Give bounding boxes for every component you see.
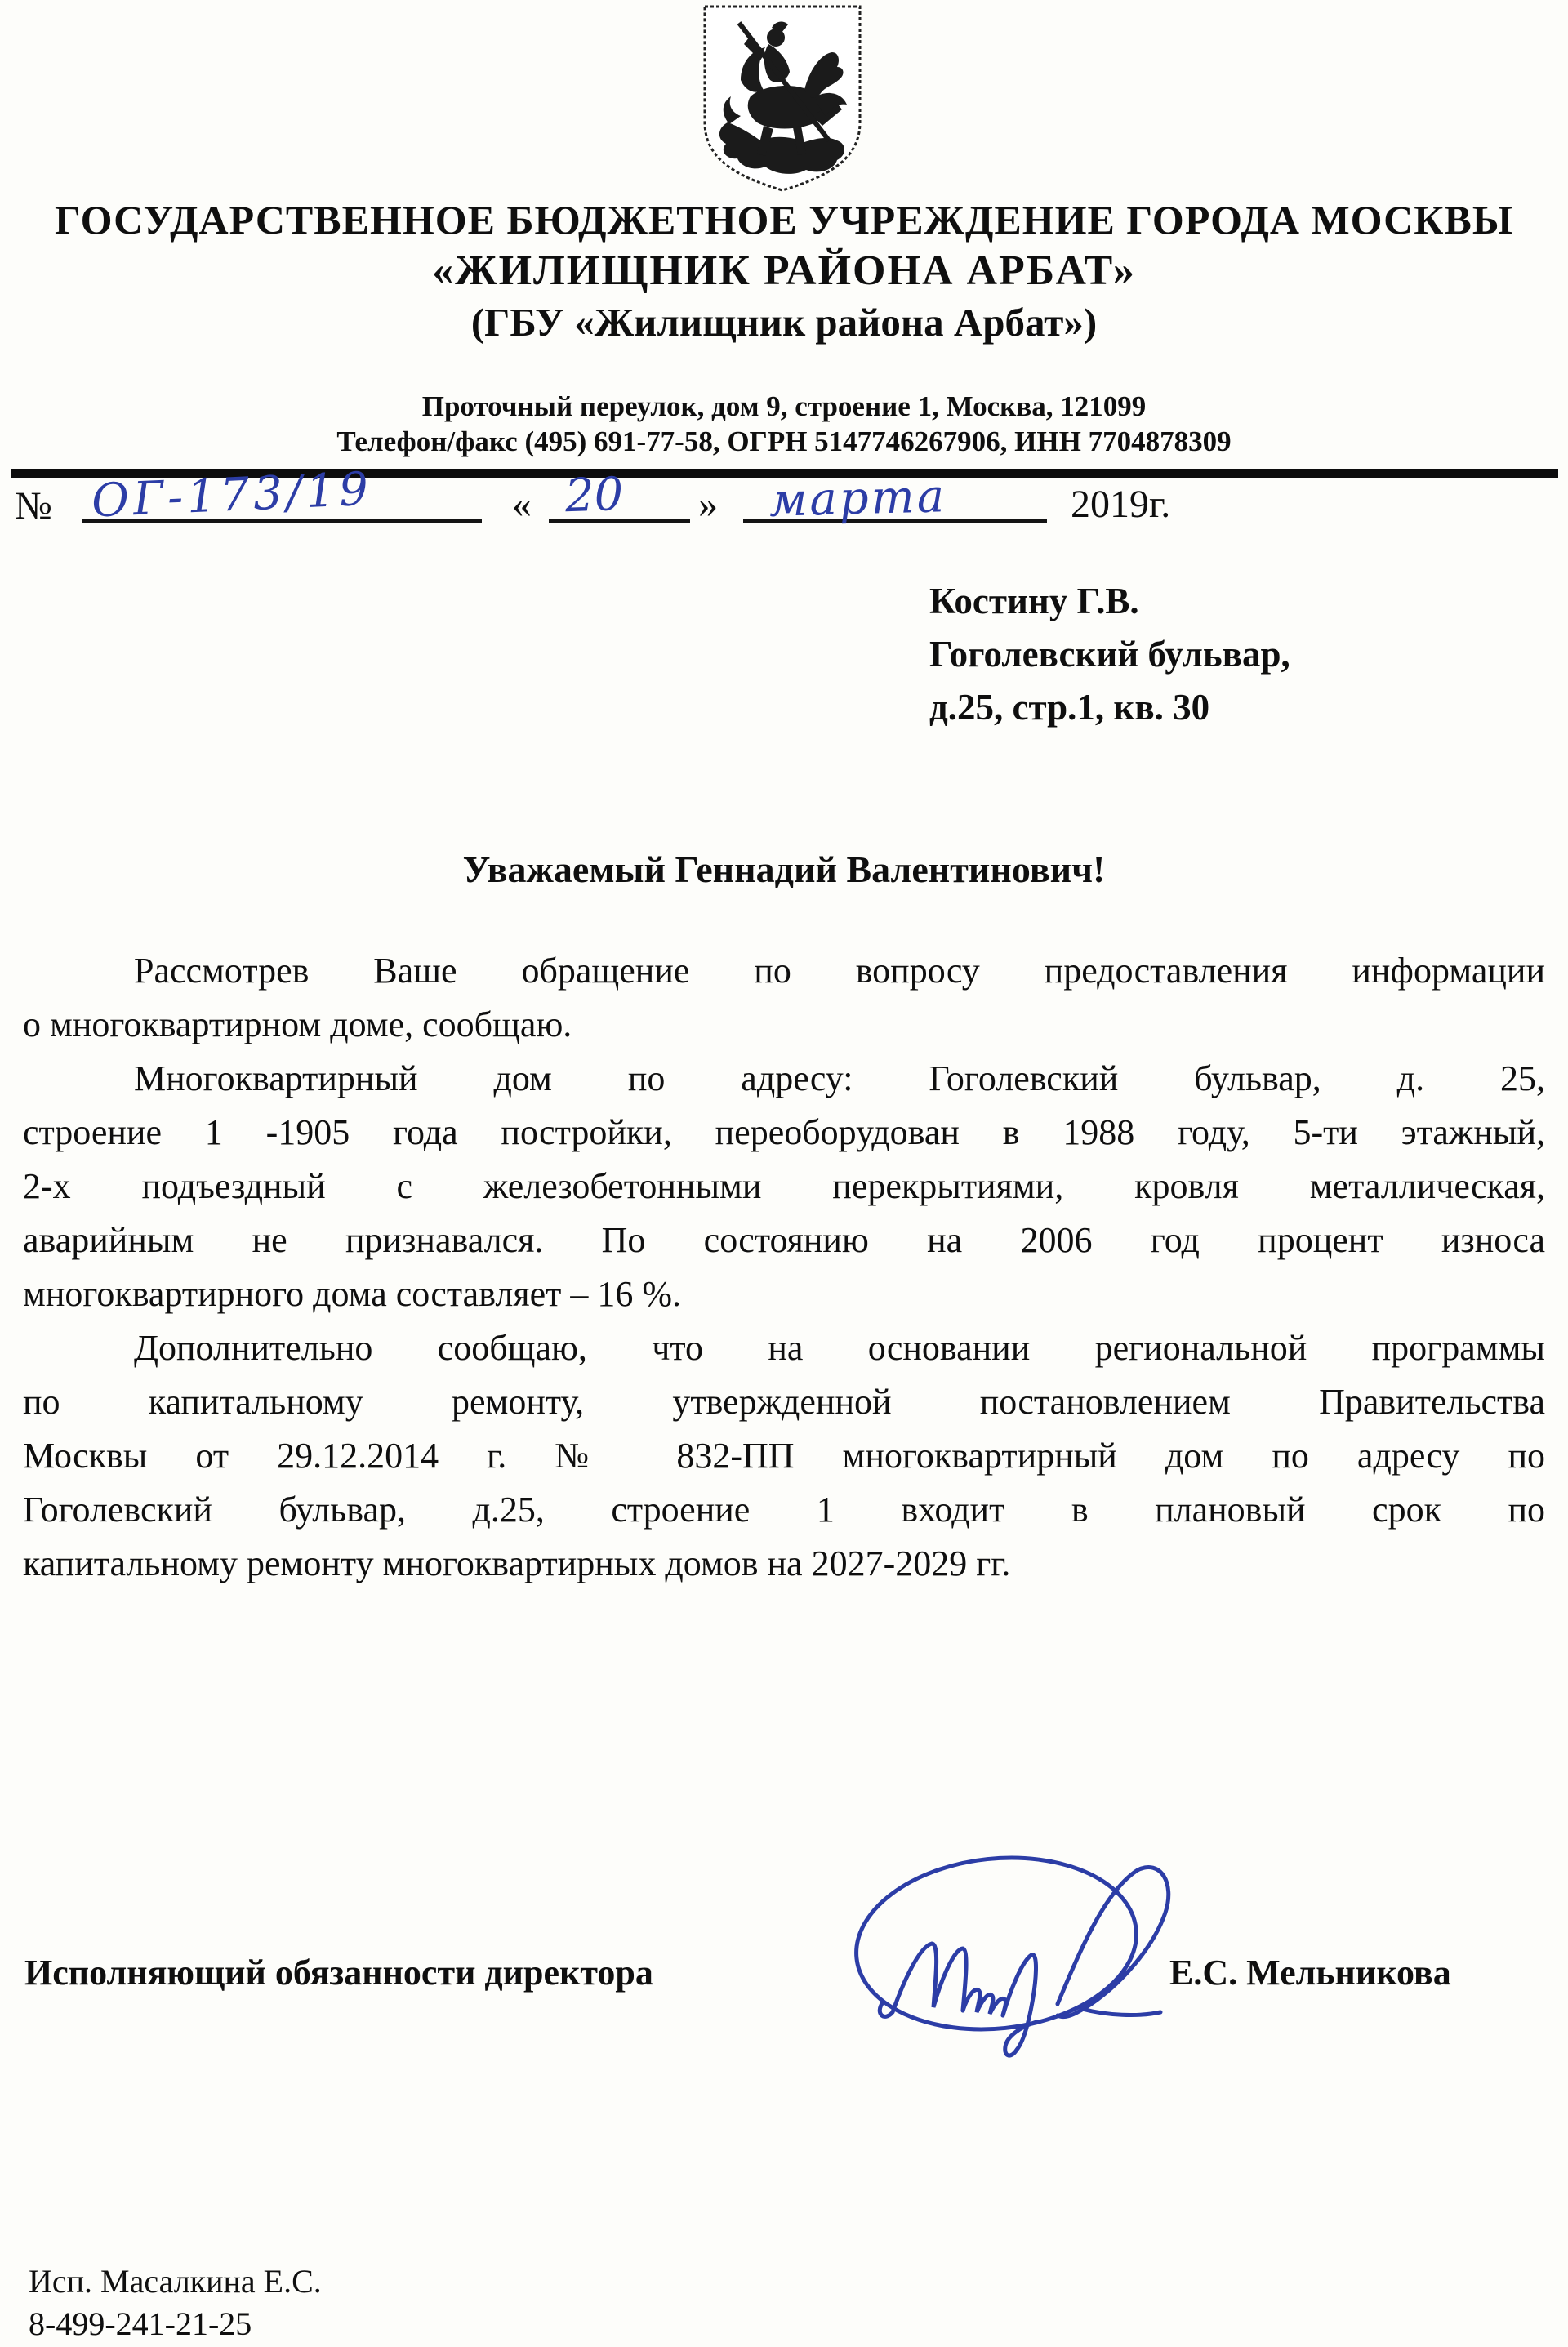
org-name-line1: ГОСУДАРСТВЕННОЕ БЮДЖЕТНОЕ УЧРЕЖДЕНИЕ ГОРОДА МОСКВЫ — [55, 197, 1513, 243]
ref-day-open-quote: « — [512, 483, 532, 526]
org-address-line: Проточный переулок, дом 9, строение 1, Москва, 121099 — [421, 390, 1147, 422]
moscow-coat-of-arms-icon — [697, 2, 868, 195]
ref-day-close-quote: » — [698, 483, 718, 526]
signatory-title: Исполняющий обязанности директора — [24, 1953, 653, 1993]
body-paragraph-3-line-4: Гоголевский бульвар, д.25, строение 1 входит в плановый срок по — [23, 1490, 1545, 1530]
body-paragraph-3-line-2: по капитальному ремонту, утвержденной постановлением Правительства — [23, 1382, 1545, 1422]
ref-year-label: 2019г. — [1071, 483, 1171, 526]
org-name-line2: «ЖИЛИЩНИК РАЙОНА АРБАТ» — [432, 247, 1136, 294]
executor-phone: 8-499-241-21-25 — [29, 2305, 252, 2342]
recipient-street: Гоголевский бульвар, — [929, 634, 1290, 675]
executor-name: Исп. Масалкина Е.С. — [29, 2263, 322, 2300]
handwritten-day: 20 — [564, 467, 625, 523]
body-paragraph-2-line-5: многоквартирного дома составляет – 16 %. — [23, 1274, 682, 1314]
handwritten-ref-number: ОГ-173/19 — [90, 462, 374, 528]
body-paragraph-3-line-3: Москвы от 29.12.2014 г. № 832-ПП многоквартирный дом по адресу по — [23, 1436, 1545, 1476]
org-name-line3: (ГБУ «Жилищник района Арбат») — [470, 300, 1098, 345]
body-paragraph-2-line-1: Многоквартирный дом по адресу: Гоголевский бульвар, д. 25, — [134, 1058, 1545, 1098]
ref-number-sign: № — [15, 484, 52, 528]
recipient-house: д.25, стр.1, кв. 30 — [929, 687, 1210, 728]
signatory-name: Е.С. Мельникова — [1169, 1953, 1451, 1993]
body-paragraph-1-line-1: Рассмотрев Ваше обращение по вопросу предоставления информации — [134, 951, 1545, 991]
body-paragraph-3-line-5: капитальному ремонту многоквартирных домов на 2027-2029 гг. — [23, 1543, 1011, 1583]
handwritten-month: марта — [768, 470, 947, 528]
body-paragraph-2-line-3: 2-х подъездный с железобетонными перекрытиями, кровля металлическая, — [23, 1166, 1545, 1206]
body-paragraph-1-line-2: о многоквартирном доме, сообщаю. — [23, 1004, 572, 1044]
recipient-block — [929, 575, 1290, 734]
signature-scribble-icon — [837, 1847, 1188, 2060]
recipient-name: Костину Г.В. — [929, 581, 1139, 621]
executor-block — [29, 2260, 322, 2345]
org-contacts-line: Телефон/факс (495) 691-77-58, ОГРН 5147746267906, ИНН 7704878309 — [336, 425, 1232, 457]
body-text — [23, 944, 1545, 1591]
body-paragraph-3-line-1: Дополнительно сообщаю, что на основании региональной программы — [134, 1328, 1545, 1368]
body-paragraph-2-line-4: аварийным не признавался. По состоянию на 2006 год процент износа — [23, 1220, 1545, 1260]
salutation: Уважаемый Геннадий Валентинович! — [462, 848, 1106, 890]
body-paragraph-2-line-2: строение 1 -1905 года постройки, переоборудован в 1988 году, 5-ти этажный, — [23, 1112, 1545, 1152]
